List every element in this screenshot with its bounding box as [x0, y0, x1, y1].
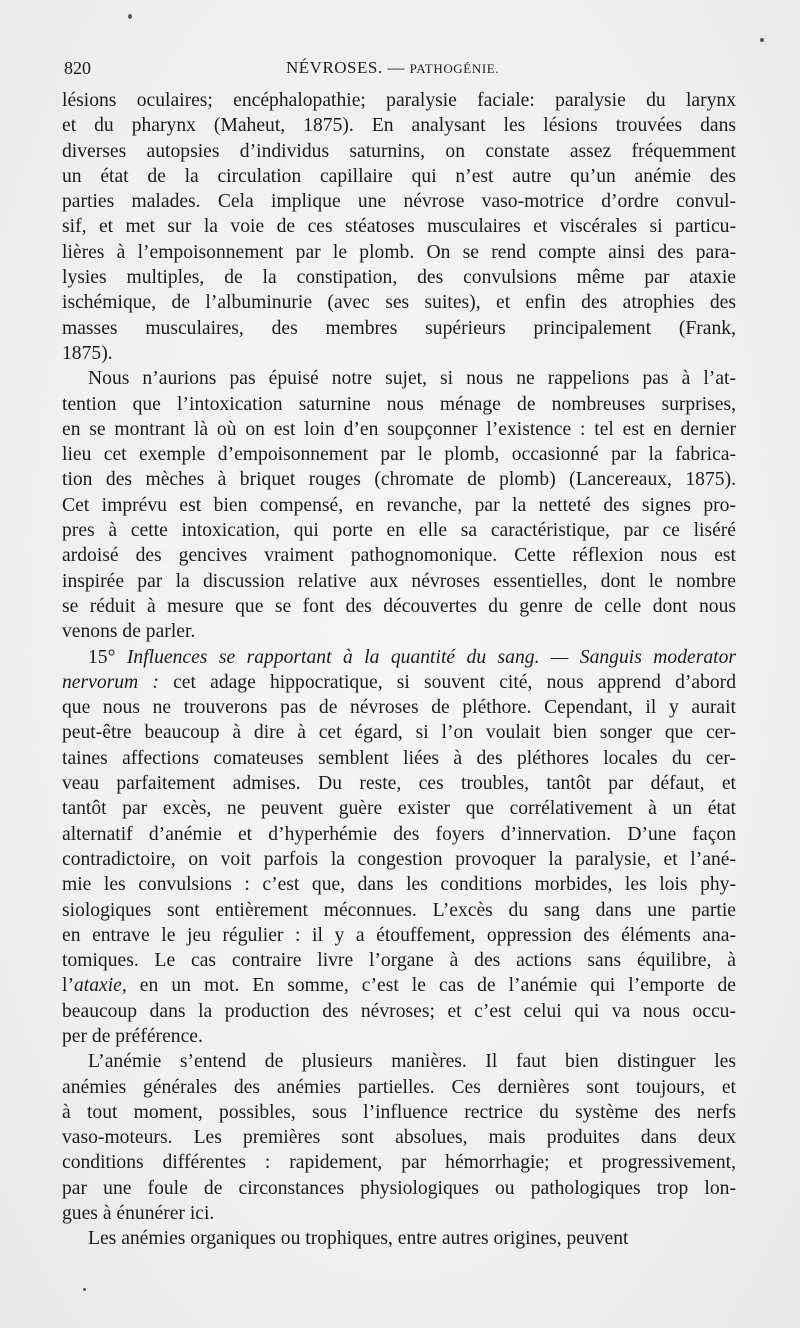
ink-speck	[128, 14, 132, 19]
text-line: par une foule de circonstances physiologiques ou pathologiques trop lon-	[62, 1177, 736, 1199]
text-line: inspirée par la discussion relative aux névroses essentielles, dont le nombre	[62, 570, 736, 592]
paragraph	[62, 366, 736, 644]
paragraph	[62, 88, 736, 366]
text-line: peut-être beaucoup à dire à cet égard, si l’on voulait bien songer que cer-	[62, 722, 736, 744]
text-line: lysies multiples, de la constipation, des convulsions même par ataxie	[62, 267, 736, 289]
running-title	[286, 58, 499, 78]
text-line: et du pharynx (Maheut, 1875). En analysant les lésions trouvées dans	[62, 115, 736, 137]
paragraph	[62, 1226, 736, 1251]
text-line: lésions oculaires; encéphalopathie; paralysie faciale: paralysie du larynx	[62, 90, 736, 111]
text-line: vaso-moteurs. Les premières sont absolues, mais produites dans deux	[62, 1127, 736, 1149]
ink-speck	[760, 38, 764, 42]
text-line: 1875).	[62, 342, 113, 364]
text-line: alternatif d’anémie et d’hyperhémie des foyers d’innervation. D’une façon	[62, 823, 736, 845]
text-line: veau parfaitement admises. Du reste, ces troubles, tantôt par défaut, et	[62, 773, 736, 795]
text-line: siologiques sont entièrement méconnues. L’excès du sang dans une partie	[62, 899, 736, 921]
text-line: tantôt par excès, ne peuvent guère exister que corrélativement à un état	[62, 798, 736, 820]
text-line: tention que l’intoxication saturnine nous ménage de nombreuses surprises,	[62, 393, 736, 415]
text-line: l’ataxie, en un mot. En somme, c’est le cas de l’anémie qui l’emporte de	[62, 975, 736, 997]
text-line: per de préférence.	[62, 1025, 203, 1047]
text-line: ardoisé des gencives vraiment pathognomonique. Cette réflexion nous est	[62, 545, 736, 567]
text-line: taines affections comateuses semblent liées à des pléthores locales du cer-	[62, 747, 736, 769]
text-line: tomiques. Le cas contraire livre l’organe à des actions sans équilibre, à	[62, 950, 736, 972]
page-number: 820	[64, 58, 91, 78]
text-line: que nous ne trouverons pas de névroses de pléthore. Cependant, il y aurait	[62, 697, 736, 719]
text-line: tion des mèches à briquet rouges (chromate de plomb) (Lancereaux, 1875).	[62, 469, 736, 491]
text-line: Cet imprévu est bien compensé, en revanche, par la netteté des signes pro-	[62, 494, 736, 516]
text-line: ischémique, de l’albuminurie (avec ses suites), et enfin des atrophies des	[62, 292, 736, 314]
text-line: lières à l’empoisonnement par le plomb. On se rend compte ainsi des para-	[62, 241, 736, 263]
text-line: lieu cet exemple d’empoisonnement par le plomb, occasionné par la fabrica-	[62, 444, 736, 466]
text-line: diverses autopsies d’individus saturnins, on constate assez fréquemment	[62, 140, 736, 162]
text-line: en se montrant là où on est loin d’en soupçonner l’existence : tel est en dernier	[62, 418, 736, 440]
text-line: Nous n’aurions pas épuisé notre sujet, si nous ne rappelions pas à l’at-	[88, 368, 736, 390]
text-line: sif, et met sur la voie de ces stéatoses musculaires et viscérales si particu-	[62, 216, 736, 238]
text-line: Les anémies organiques ou trophiques, entre autres origines, peuvent	[88, 1228, 629, 1250]
italic-text: ataxie,	[73, 975, 127, 997]
text-line: nervorum : cet adage hippocratique, si souvent cité, nous apprend d’abord	[62, 671, 736, 693]
text-line: L’anémie s’entend de plusieurs manières. Il faut bien distinguer les	[88, 1051, 736, 1073]
text-line: se réduit à mesure que se font des découvertes du genre de celle dont nous	[62, 595, 736, 617]
text-line: contradictoire, on voit parfois la congestion provoquer la paralysie, et l’ané-	[62, 848, 736, 870]
paragraph	[62, 645, 736, 1050]
running-title-dash: —	[387, 58, 405, 77]
text-line: parties malades. Cela implique une névrose vaso-motrice d’ordre convul-	[62, 191, 736, 213]
page-header	[62, 58, 738, 84]
text-line: venons de parler.	[62, 621, 196, 643]
running-title-main: NÉVROSES.	[286, 58, 383, 77]
paragraph	[62, 1049, 736, 1226]
text-line: anémies générales des anémies partielles. Ces dernières sont toujours, et	[62, 1076, 736, 1098]
running-subtitle: PATHOGÉNIE.	[409, 61, 500, 76]
body-text	[62, 88, 736, 1252]
text-line: en entrave le jeu régulier : il y a étouffement, oppression des éléments ana-	[62, 924, 736, 946]
ink-speck	[83, 1288, 86, 1291]
text-line: gues à énunérer ici.	[62, 1203, 215, 1225]
text-line: à tout moment, possibles, sous l’influence rectrice du système des nerfs	[62, 1101, 736, 1123]
text-line: un état de la circulation capillaire qui n’est autre qu’un anémie des	[62, 165, 736, 187]
text-line: beaucoup dans la production des névroses; et c’est celui qui va nous occu-	[62, 1000, 736, 1022]
italic-text: Influences se rapportant à la quantité du sang. — Sanguis moderator	[126, 646, 736, 668]
text-line: 15° Influences se rapportant à la quantité du sang. — Sanguis moderator	[88, 646, 736, 668]
text-line: conditions différentes : rapidement, par hémorrhagie; et progressivement,	[62, 1152, 736, 1174]
text-line: pres à cette intoxication, qui porte en elle sa caractéristique, par ce liséré	[62, 520, 736, 542]
italic-text: nervorum :	[62, 671, 159, 693]
text-line: mie les convulsions : c’est que, dans les conditions morbides, les lois phy-	[62, 874, 736, 896]
text-line: masses musculaires, des membres supérieurs principalement (Frank,	[62, 317, 736, 339]
